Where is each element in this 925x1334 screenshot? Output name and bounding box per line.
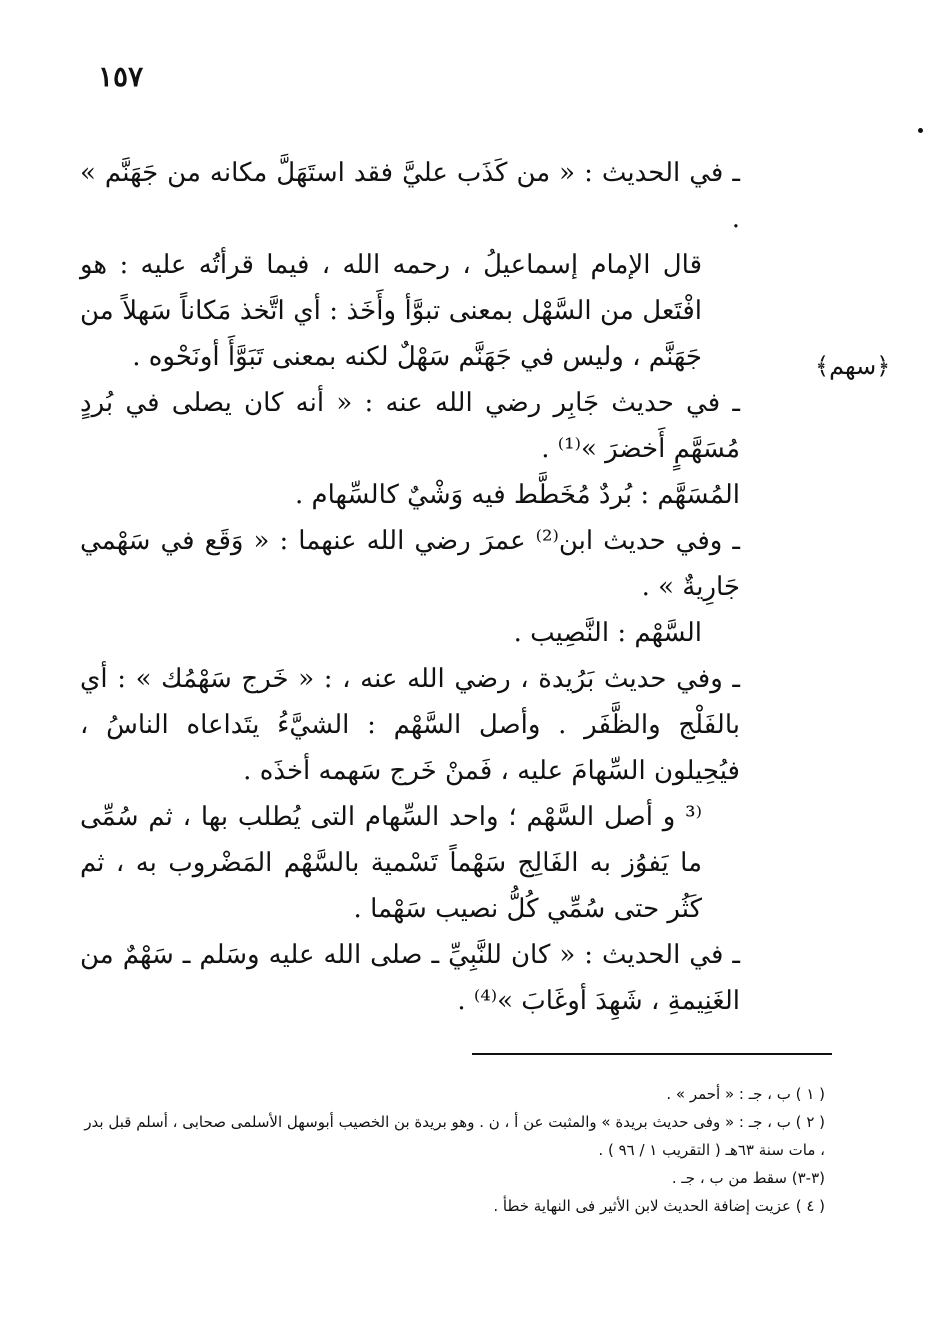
paragraph-7: ـ وفي حديث بَرُيدة ، رضي الله عنه ، : « خَرج سَهْمُك » : أي بالفَلْج والظَّفَر . وأصل السَّهْم : الشيَّءُ يتَداعاه الناسُ ، فيُحِيلون السِّهامَ عليه ، فَمنْ خَرج سَهمه أخذَه .: [80, 664, 740, 786]
paragraph-2: قال الإمام إسماعيلُ ، رحمه الله ، فيما قرأتُه عليه : هو افْتَعل من السَّهْل بمعنى تبوَّأ وأَخَذ : أي اتَّخذ مَكاناً سَهلاً من جَهَنَّم ، وليس في جَهَنَّم سَهْلٌ لكنه بمعنى تَبَوَّأَ أونَحْوه .: [80, 250, 702, 372]
footnote-1: ( ١ ) ب ، جـ : « أحمر » .: [666, 1085, 825, 1103]
paragraph-6: السَّهْم : النَّصِيب .: [513, 618, 702, 648]
margin-dot: [918, 128, 923, 133]
footnote-4: ( ٤ ) عزيت إضافة الحديث لابن الأثير فى النهاية خطأ .: [493, 1197, 825, 1215]
paragraph-5: ـ وفي حديث ابن⁽²⁾ عمرَ رضي الله عنهما : « وَقَع في سَهْمي جَارِيةٌ » .: [80, 526, 740, 602]
paragraph-4: المُسَهَّم : بُردٌ مُخَطَّط فيه وَشْيٌ كالسِّهام .: [294, 480, 740, 510]
main-text: [80, 150, 740, 1024]
paragraph-3: ـ في حديث جَابِر رضي الله عنه : « أنه كان يصلى في بُردٍ مُسَهَّمٍ أَخضرَ »⁽¹⁾ .: [80, 388, 740, 464]
footnote-3: (٣-٣) سقط من ب ، جـ .: [671, 1169, 825, 1187]
paragraph-9: ـ في الحديث : « كان للنَّبِيِّ ـ صلى الله عليه وسَلم ـ سَهْمٌ من الغَنِيمةِ ، شَهِدَ أوغَابَ »⁽⁴⁾ .: [80, 940, 740, 1016]
page-number: ١٥٧: [98, 60, 144, 93]
footnote-2: ( ٢ ) ب ، جـ : « وفى حديث بريدة » والمثبت عن أ ، ن . وهو بريدة بن الخصيب أبوسهل الأسلمى صحابى ، أسلم قبل بدر ، مات سنة ٦٣هـ ( التقريب ١ / ٩٦ ) .: [84, 1113, 825, 1159]
paragraph-1: ـ في الحديث : « من كَذَب عليَّ فقد استَهَلَّ مكانه من جَهَنَّم » .: [80, 158, 740, 234]
margin-entry-label: ﴿سهم﴾: [815, 352, 891, 380]
paragraph-8: ⁽³ و أصل السَّهْم ؛ واحد السِّهام التى يُطلب بها ، ثم سُمِّى ما يَفوُز به الفَالِج سَهْماً تَسْمية بالسَّهْم المَضْروب به ، ثم كَثُر حتى سُمِّي كُلُّ نصيب سَهْما .: [80, 802, 702, 924]
footnote-divider: [472, 1053, 832, 1055]
footnotes: [80, 1080, 825, 1220]
